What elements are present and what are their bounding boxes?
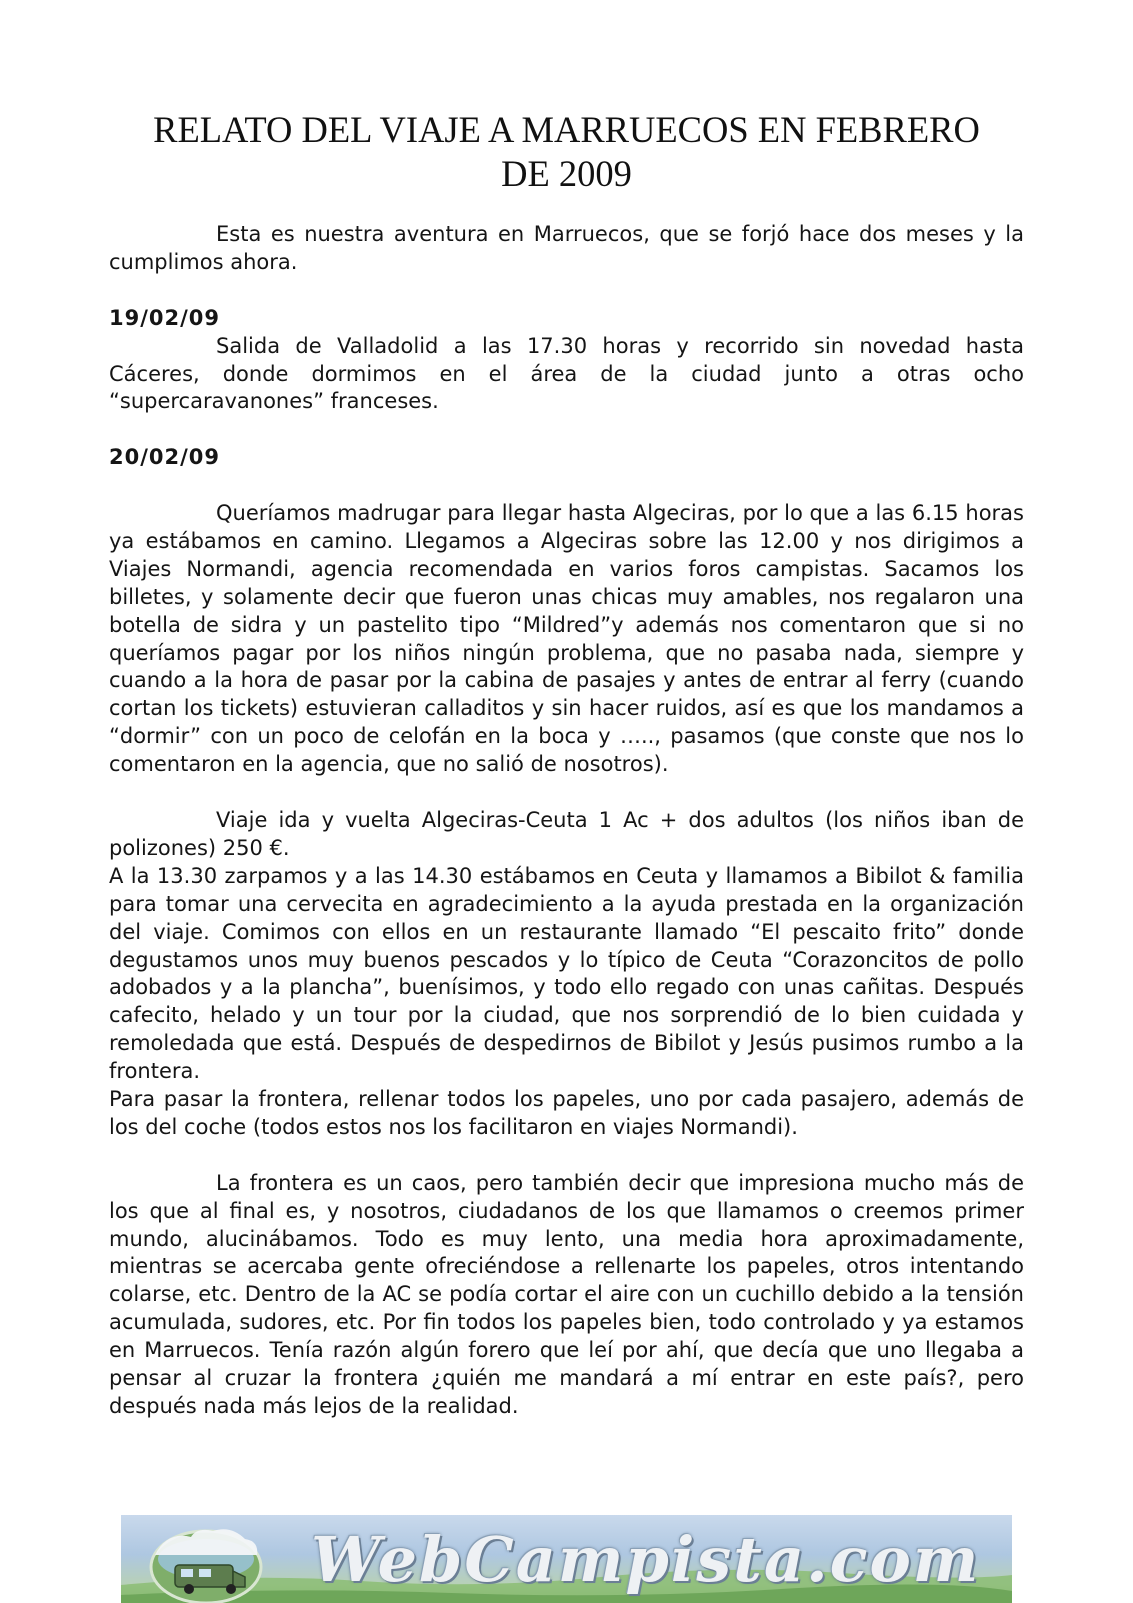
banner-site-name: WebCampista.com (311, 1523, 981, 1596)
title-line: DE 2009 (501, 153, 632, 194)
document-body (109, 221, 1024, 1421)
document-title (108, 108, 1025, 196)
intro-paragraph: Esta es nuestra aventura en Marruecos, que se forjó hace dos meses y la cumplimos ahora. (109, 222, 1024, 274)
entry-paragraph: Queríamos madrugar para llegar hasta Algeciras, por lo que a las 6.15 horas ya estábamos en camino. Llegamos a Algeciras sobre las 12.00 y nos dirigimos a Viajes Normandi, agencia recomendada en varios foros campistas. Sacamos los billetes, y solamente decir que fueron unas chicas muy amables, nos regalaron una botella de sidra y un pastelito tipo “Mildred”y además nos comentaron que si no queríamos pagar por los niños ningún problema, que no pasaba nada, siempre y cuando a la hora de pasar por la cabina de pasajes y antes de entrar al ferry (cuando cortan los tickets) estuvieran calladitos y sin hacer ruidos, así es que los mandamos a “dormir” con un poco de celofán en la boca y ….., pasamos (que conste que nos lo comentaron en la agencia, que no salió de nosotros). (109, 501, 1024, 777)
spacer (109, 416, 1024, 444)
entry-paragraph: La frontera es un caos, pero también decir que impresiona mucho más de los que al final es, y nosotros, ciudadanos de los que llamamos o creemos primer mundo, alucinábamos. Todo es muy lento, una media hora aproximadamente, mientras se acercaba gente ofreciéndose a rellenarte los papeles, otros intentando colarse, etc. Dentro de la AC se podía cortar el aire con un cuchillo debido a la tensión acumulada, sudores, etc. Por fin todos los papeles bien, todo controlado y ya estamos en Marruecos. Tenía razón algún forero que leí por ahí, que decía que uno llegaba a pensar al cruzar la frontera ¿quién me mandará a mí entrar en este país?, pero después nada más lejos de la realidad. (109, 1170, 1024, 1418)
footer-banner (121, 1515, 1012, 1603)
entry-paragraph: Viaje ida y vuelta Algeciras-Ceuta 1 Ac + dos adultos (los niños iban de polizones) 250 €. (109, 807, 1024, 860)
entry-date: 20/02/09 (109, 445, 221, 470)
campervan-logo-icon (147, 1525, 265, 1603)
entry-paragraph: Para pasar la frontera, rellenar todos los papeles, uno por cada pasajero, además de los del coche (todos estos nos los facilitaron en viajes Normandi). (109, 1087, 1024, 1139)
entry-paragraph: Salida de Valladolid a las 17.30 horas y recorrido sin novedad hasta Cáceres, donde dormimos en el área de la ciudad junto a otras ocho “supercaravanones” franceses. (109, 333, 1024, 414)
entry-paragraph: A la 13.30 zarpamos y a las 14.30 estábamos en Ceuta y llamamos a Bibilot & familia para tomar una cervecita en agradecimiento a la ayuda prestada en la organización del viaje. Comimos con ellos en un restaurante llamado “El pescaito frito” donde degustamos unos muy buenos pescados y lo típico de Ceuta “Corazoncitos de pollo adobados y a la plancha”, buenísimos, y todo ello regado con unas cañitas. Después cafecito, helado y un tour por la ciudad, que nos sorprendió de lo bien cuidada y remoledada que está. Después de despedirnos de Bibilot y Jesús pusimos rumbo a la frontera. (109, 863, 1024, 1084)
spacer (109, 277, 1024, 305)
spacer (109, 1142, 1024, 1170)
entry-date: 19/02/09 (109, 305, 221, 330)
spacer (109, 779, 1024, 807)
spacer (109, 472, 1024, 500)
title-line: RELATO DEL VIAJE A MARRUECOS EN FEBRERO (153, 109, 980, 150)
